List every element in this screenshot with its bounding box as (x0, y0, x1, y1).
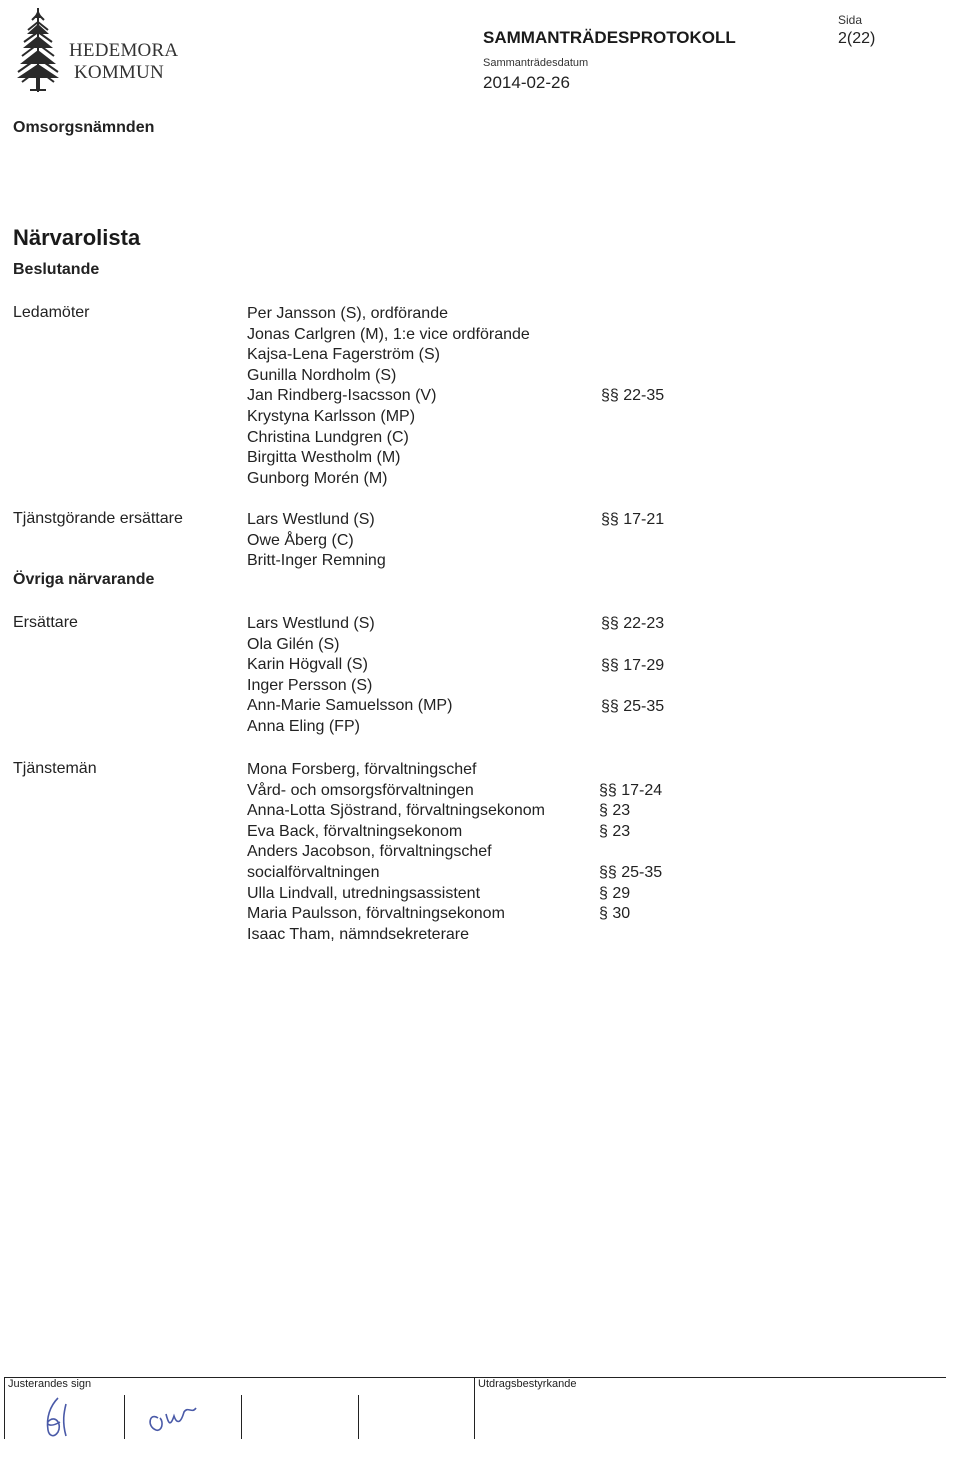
list-item: Jonas Carlgren (M), 1:e vice ordförande (247, 325, 530, 343)
footer-divider (358, 1395, 359, 1439)
paragraph-ref: §§ 25-35 (599, 864, 663, 881)
paragraph-ref: §§ 17-24 (599, 782, 663, 799)
tjanstgorande-list (247, 510, 386, 572)
footer-left-border (4, 1377, 5, 1439)
footer-divider (474, 1377, 475, 1439)
list-item: Owe Åberg (C) (247, 531, 354, 549)
paragraph-ref: §§ 22-23 (601, 615, 665, 632)
paragraph-ref: § 23 (599, 823, 631, 840)
section-title: Närvarolista (13, 225, 141, 250)
footer-rule (4, 1377, 946, 1378)
list-item: Kajsa-Lena Fagerström (S) (247, 346, 440, 364)
list-item: Britt-Inger Remning (247, 552, 386, 570)
category-tjanstgorande: Tjänstgörande ersättare (13, 510, 183, 527)
paragraph-ref: §§ 22-35 (601, 387, 665, 404)
category-ovriga: Övriga närvarande (13, 571, 155, 588)
list-item: Christina Lundgren (C) (247, 428, 409, 446)
list-item: Lars Westlund (S) (247, 511, 375, 528)
list-item: Ola Gilén (S) (247, 635, 340, 653)
signature-2 (140, 1392, 230, 1442)
list-item: Vård- och omsorgsförvaltningen (247, 781, 474, 799)
footer-divider (124, 1395, 125, 1439)
list-item: Per Jansson (S), ordförande (247, 305, 448, 322)
footer-divider (241, 1395, 242, 1439)
meeting-date: 2014-02-26 (483, 73, 570, 92)
paragraph-ref: § 23 (599, 802, 631, 819)
list-item: Lars Westlund (S) (247, 615, 375, 632)
list-item: Ulla Lindvall, utredningsassistent (247, 884, 481, 902)
extract-label: Utdragsbestyrkande (478, 1378, 577, 1390)
signature-1 (20, 1392, 110, 1442)
sign-label: Justerandes sign (8, 1378, 92, 1390)
tjanstemän-list (247, 760, 545, 945)
list-item: Inger Persson (S) (247, 676, 373, 694)
logo-line-1: HEDEMORA (69, 40, 179, 61)
list-item: Isaac Tham, nämndsekreterare (247, 925, 470, 943)
list-item: Ann-Marie Samuelsson (MP) (247, 697, 453, 715)
list-item: Gunborg Morén (M) (247, 469, 388, 487)
list-item: Anna Eling (FP) (247, 717, 360, 735)
paragraph-ref: § 30 (599, 905, 631, 922)
list-item: Birgitta Westholm (M) (247, 449, 401, 467)
ledamoter-list (247, 304, 530, 489)
page-label: Sida (838, 13, 863, 27)
logo-text (69, 40, 178, 84)
list-item: Krystyna Karlsson (MP) (247, 407, 416, 425)
category-ersattare: Ersättare (13, 614, 78, 631)
list-item: Eva Back, förvaltningsekonom (247, 822, 463, 840)
document-title: SAMMANTRÄDESPROTOKOLL (483, 28, 736, 47)
section-subtitle: Beslutande (13, 261, 100, 278)
tree-icon (14, 4, 62, 96)
date-label: Sammanträdesdatum (483, 57, 589, 69)
list-item: Mona Forsberg, förvaltningschef (247, 761, 477, 778)
committee-name: Omsorgsnämnden (13, 119, 155, 136)
ersattare-list (247, 614, 452, 738)
paragraph-ref: §§ 17-29 (601, 657, 665, 674)
paragraph-ref: § 29 (599, 885, 631, 902)
list-item: socialförvaltningen (247, 863, 380, 881)
list-item: Gunilla Nordholm (S) (247, 366, 397, 384)
list-item: Maria Paulsson, förvaltningsekonom (247, 905, 505, 923)
paragraph-ref: §§ 17-21 (601, 511, 665, 528)
list-item: Karin Högvall (S) (247, 656, 368, 674)
category-ledamoter: Ledamöter (13, 304, 90, 321)
list-item: Anna-Lotta Sjöstrand, förvaltningsekonom (247, 802, 545, 820)
page-number: 2(22) (838, 30, 876, 47)
category-tjanstemän: Tjänstemän (13, 760, 97, 777)
logo-line-2: KOMMUN (74, 62, 164, 83)
paragraph-ref: §§ 25-35 (601, 698, 665, 715)
list-item: Jan Rindberg-Isacsson (V) (247, 387, 437, 405)
list-item: Anders Jacobson, förvaltningschef (247, 843, 492, 861)
